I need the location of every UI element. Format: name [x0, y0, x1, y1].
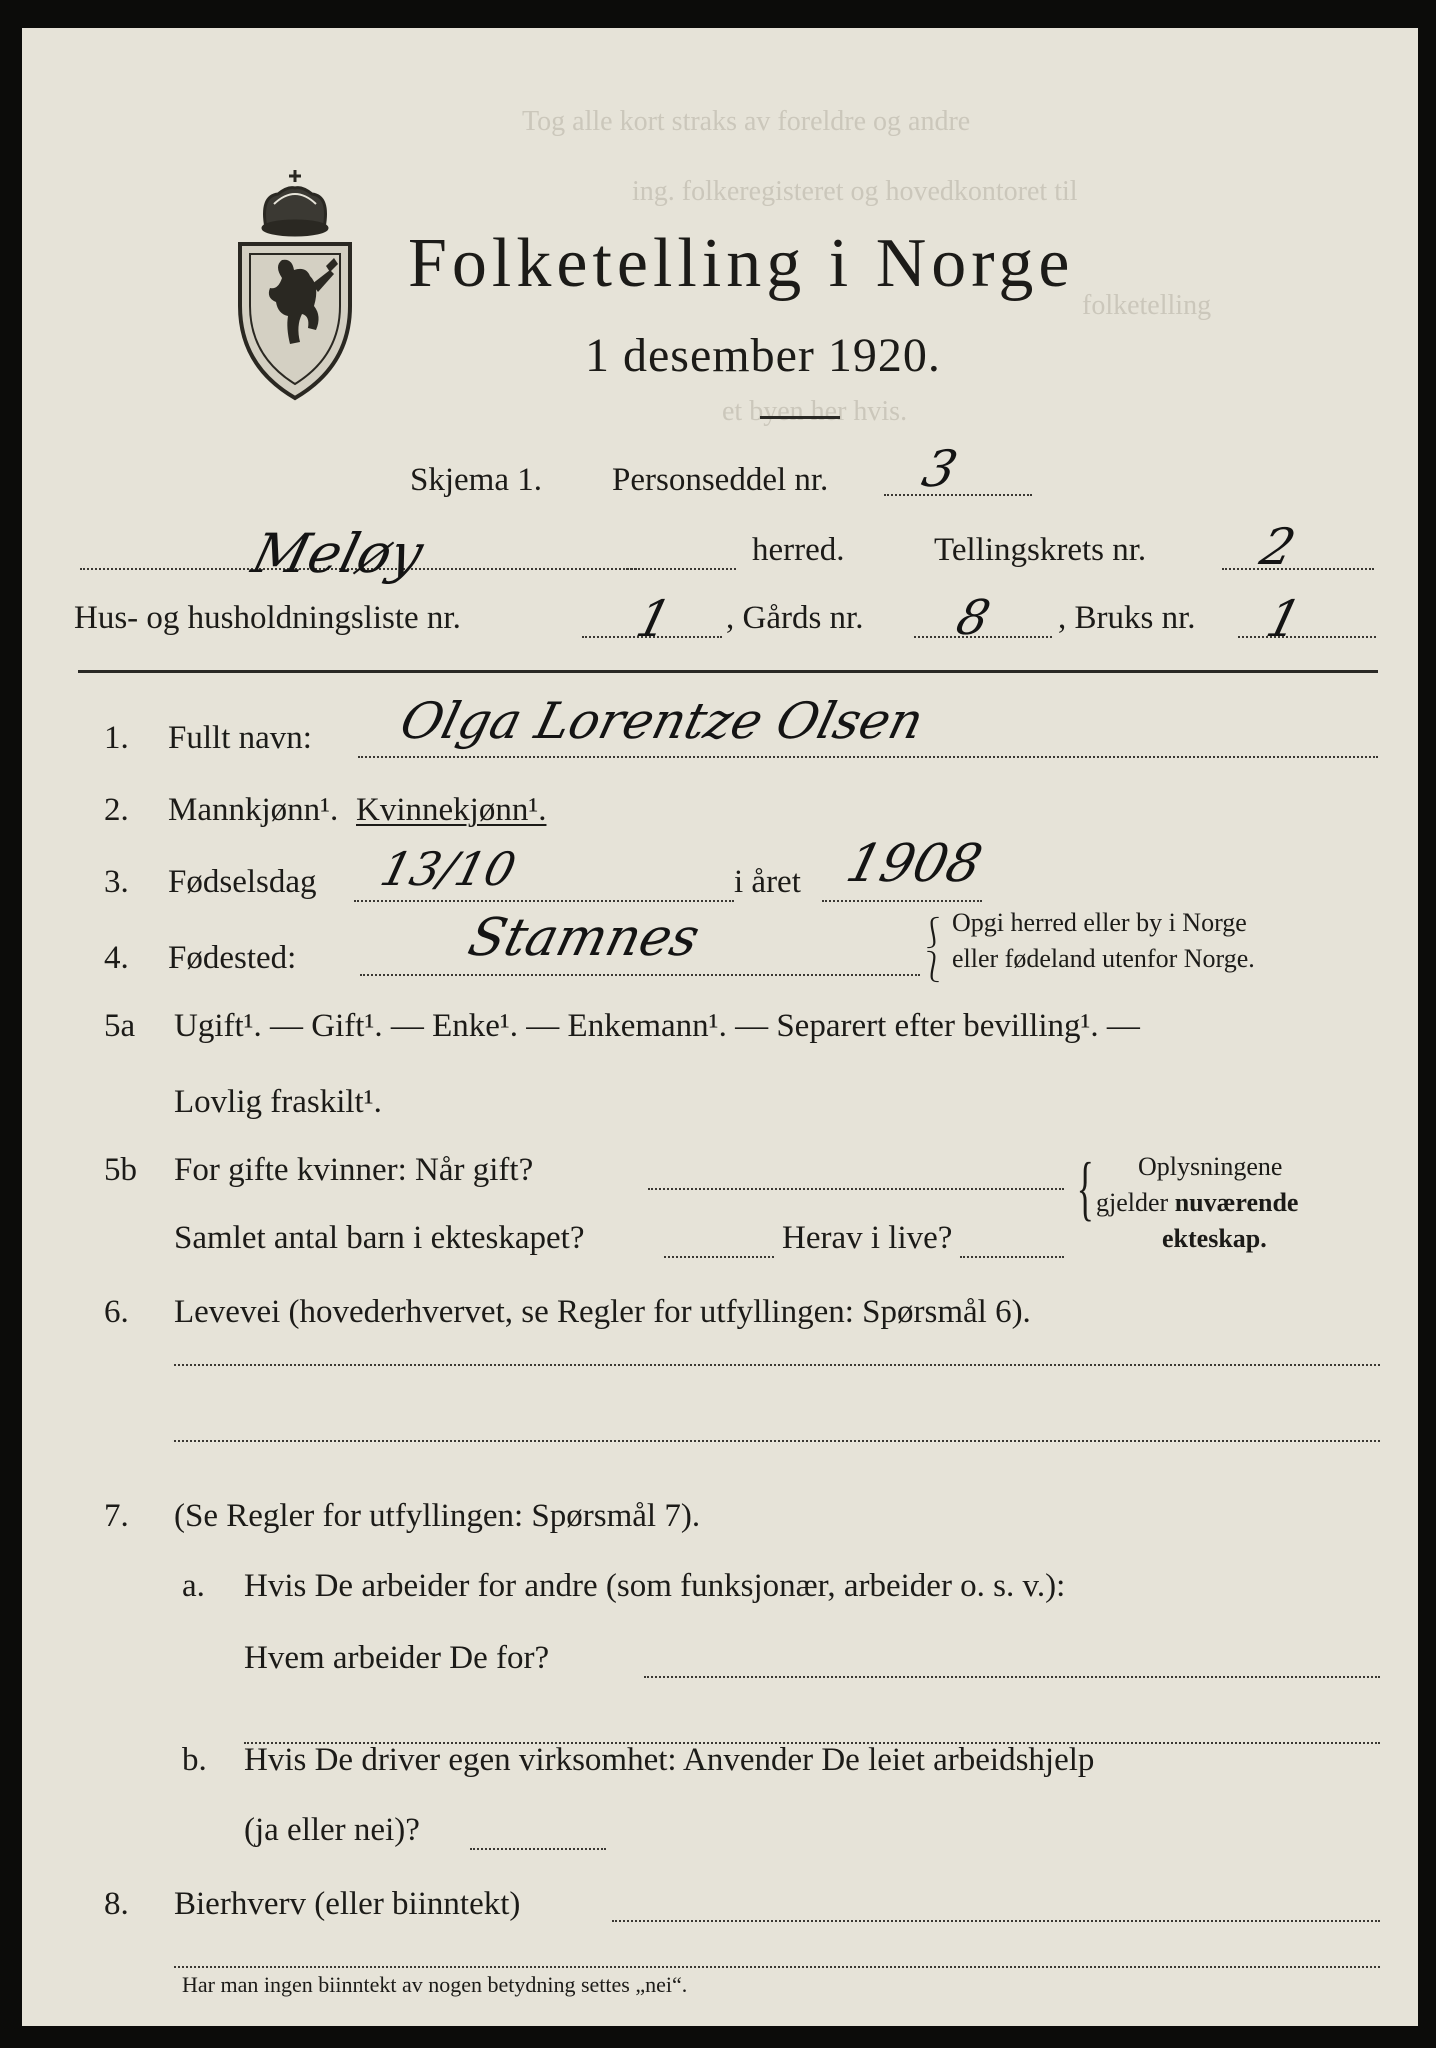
marriage-note-1: Oplysningene — [1138, 1152, 1283, 1181]
personseddel-label: Personseddel nr. — [612, 462, 829, 498]
herred-label: herred. — [752, 532, 845, 568]
birthplace-note-1: Opgi herred eller by i Norge — [952, 908, 1247, 937]
skjema-label: Skjema 1. — [410, 462, 542, 498]
q2-number: 2. — [104, 792, 129, 828]
employer-question: Hvis De arbeider for andre (som funksjonær, arbeider o. s. v.): — [244, 1568, 1066, 1604]
birthplace-brace-top: ⎰ — [918, 917, 948, 950]
birthday-value[interactable]: 13/10 — [375, 842, 522, 896]
q7-number: 7. — [104, 1498, 129, 1534]
household-list-number[interactable]: 1 — [630, 590, 678, 648]
personseddel-number[interactable]: 3 — [916, 440, 964, 498]
personseddel-line — [884, 494, 1032, 496]
occupation-line-1 — [174, 1364, 1380, 1366]
occupation-line-2 — [174, 1440, 1380, 1442]
birthplace-line — [360, 974, 920, 976]
census-form-sheet: Tog alle kort straks av foreldre og andre ing. folkeregisteret og hovedkontoret til folketelling et byen her hvis. Folketelling i Norge 1 desember 1920. Skjema 1. Personseddel nr. 3 Meløy herred. Tellingskrets nr. 2 Hus- og husholdningsliste nr. 1 , Gårds nr. 8 , Bruks nr. 1 1. Fullt navn: Olga Lorentze Olsen 2. Mannkjønn¹. Kvinnekjønn¹. 3. Fødselsdag 13/10 i året 1908 4. Fødested: Stamnes ⎰ ⎱ Opgi herred eller by i Norge eller fødeland utenfor Norge. 5a Ugift¹. — Gift¹. — Enke¹. — Enkemann¹. — Separert efter bevilling¹. — Lovlig fraskilt¹. 5b For gifte kvinner: Når gift? Samlet antal barn i ekteskapet? Herav i live? { Oplysningene gjelder nuværende ekteskap. 6. Levevei (hovederhvervet, se Regler for utfyllingen: Spørsmål 6). 7. (Se Regler for utfyllingen: Spørsmål 7). a. Hvis De arbeider for andre (som funksjonær, arbeider o. s. v.): Hvem arbeider De for? b. Hvis De driver egen virksomhet: Anvender De leiet arbeidshjelp (ja eller nei)? 8. Bierhverv (eller biinntekt) Har man ingen biinntekt av nogen betydning settes „nei“. — [22, 28, 1418, 2026]
q8-number: 8. — [104, 1886, 129, 1922]
children-alive-line — [960, 1256, 1064, 1258]
full-name-line — [358, 756, 1378, 758]
footnote: Har man ingen biinntekt av nogen betydning settes „nei“. — [182, 1972, 688, 1997]
children-total-label: Samlet antal barn i ekteskapet? — [174, 1220, 585, 1256]
self-employed-question: Hvis De driver egen virksomhet: Anvender De leiet arbeidshjelp — [244, 1742, 1095, 1778]
male-option[interactable]: Mannkjønn¹. — [168, 792, 339, 828]
herred-line-2 — [626, 568, 736, 570]
marriage-note-2: gjelder nuværende — [1096, 1188, 1299, 1217]
female-option-selected[interactable]: Kvinnekjønn¹. — [356, 792, 547, 828]
birthplace-note-2: eller fødeland utenfor Norge. — [952, 944, 1255, 973]
q4-number: 4. — [104, 940, 129, 976]
bruks-line — [1238, 636, 1376, 638]
birth-year-line — [822, 900, 982, 902]
herred-value[interactable]: Meløy — [246, 522, 430, 585]
birthday-label: Fødselsdag — [168, 864, 317, 900]
tellingskrets-label: Tellingskrets nr. — [934, 532, 1147, 568]
q7-label: (Se Regler for utfyllingen: Spørsmål 7). — [174, 1498, 701, 1534]
q7b-letter: b. — [182, 1742, 207, 1778]
gards-label: , Gårds nr. — [726, 600, 864, 636]
q5b-number: 5b — [104, 1152, 137, 1188]
married-when-label: For gifte kvinner: Når gift? — [174, 1152, 534, 1188]
employer-line — [644, 1676, 1380, 1678]
side-income-line — [612, 1920, 1380, 1922]
q1-number: 1. — [104, 720, 129, 756]
hired-help-label: (ja eller nei)? — [244, 1812, 420, 1848]
children-total-line — [664, 1256, 774, 1258]
title-divider — [760, 416, 840, 419]
gards-number[interactable]: 8 — [951, 590, 996, 646]
marriage-brace: { — [1076, 1148, 1094, 1228]
marital-status-divorced[interactable]: Lovlig fraskilt¹. — [174, 1084, 382, 1120]
full-name-value[interactable]: Olga Lorentze Olsen — [394, 692, 930, 750]
side-income-line-2 — [174, 1966, 1380, 1968]
header-section-divider — [78, 670, 1378, 673]
bruks-number[interactable]: 1 — [1260, 590, 1308, 648]
birthplace-value[interactable]: Stamnes — [462, 908, 706, 968]
children-alive-label: Herav i live? — [782, 1220, 953, 1256]
form-title: Folketelling i Norge — [408, 225, 1075, 302]
birthday-line — [354, 900, 734, 902]
side-income-label: Bierhverv (eller biinntekt) — [174, 1886, 521, 1922]
employer-label: Hvem arbeider De for? — [244, 1640, 550, 1676]
tellingskrets-line — [1222, 568, 1374, 570]
marital-status-options[interactable]: Ugift¹. — Gift¹. — Enke¹. — Enkemann¹. — Separert efter bevilling¹. — — [174, 1008, 1140, 1044]
birthplace-brace-bottom: ⎱ — [918, 951, 948, 984]
coat-of-arms-icon — [230, 166, 360, 406]
bruks-label: , Bruks nr. — [1058, 600, 1196, 636]
married-when-line — [648, 1188, 1064, 1190]
household-list-label: Hus- og husholdningsliste nr. — [74, 600, 461, 636]
tellingskrets-number[interactable]: 2 — [1254, 518, 1302, 576]
census-date: 1 desember 1920. — [585, 329, 941, 382]
full-name-label: Fullt navn: — [168, 720, 312, 756]
marriage-note-3: ekteskap. — [1162, 1224, 1267, 1253]
q7a-letter: a. — [182, 1568, 205, 1604]
q3-number: 3. — [104, 864, 129, 900]
birth-year-label: i året — [734, 864, 801, 900]
q5a-number: 5a — [104, 1008, 136, 1044]
q6-number: 6. — [104, 1294, 129, 1330]
birthplace-label: Fødested: — [168, 940, 297, 976]
hired-help-line — [470, 1848, 606, 1850]
occupation-label: Levevei (hovederhvervet, se Regler for utfyllingen: Spørsmål 6). — [174, 1294, 1031, 1330]
birth-year-value[interactable]: 1908 — [840, 834, 988, 894]
